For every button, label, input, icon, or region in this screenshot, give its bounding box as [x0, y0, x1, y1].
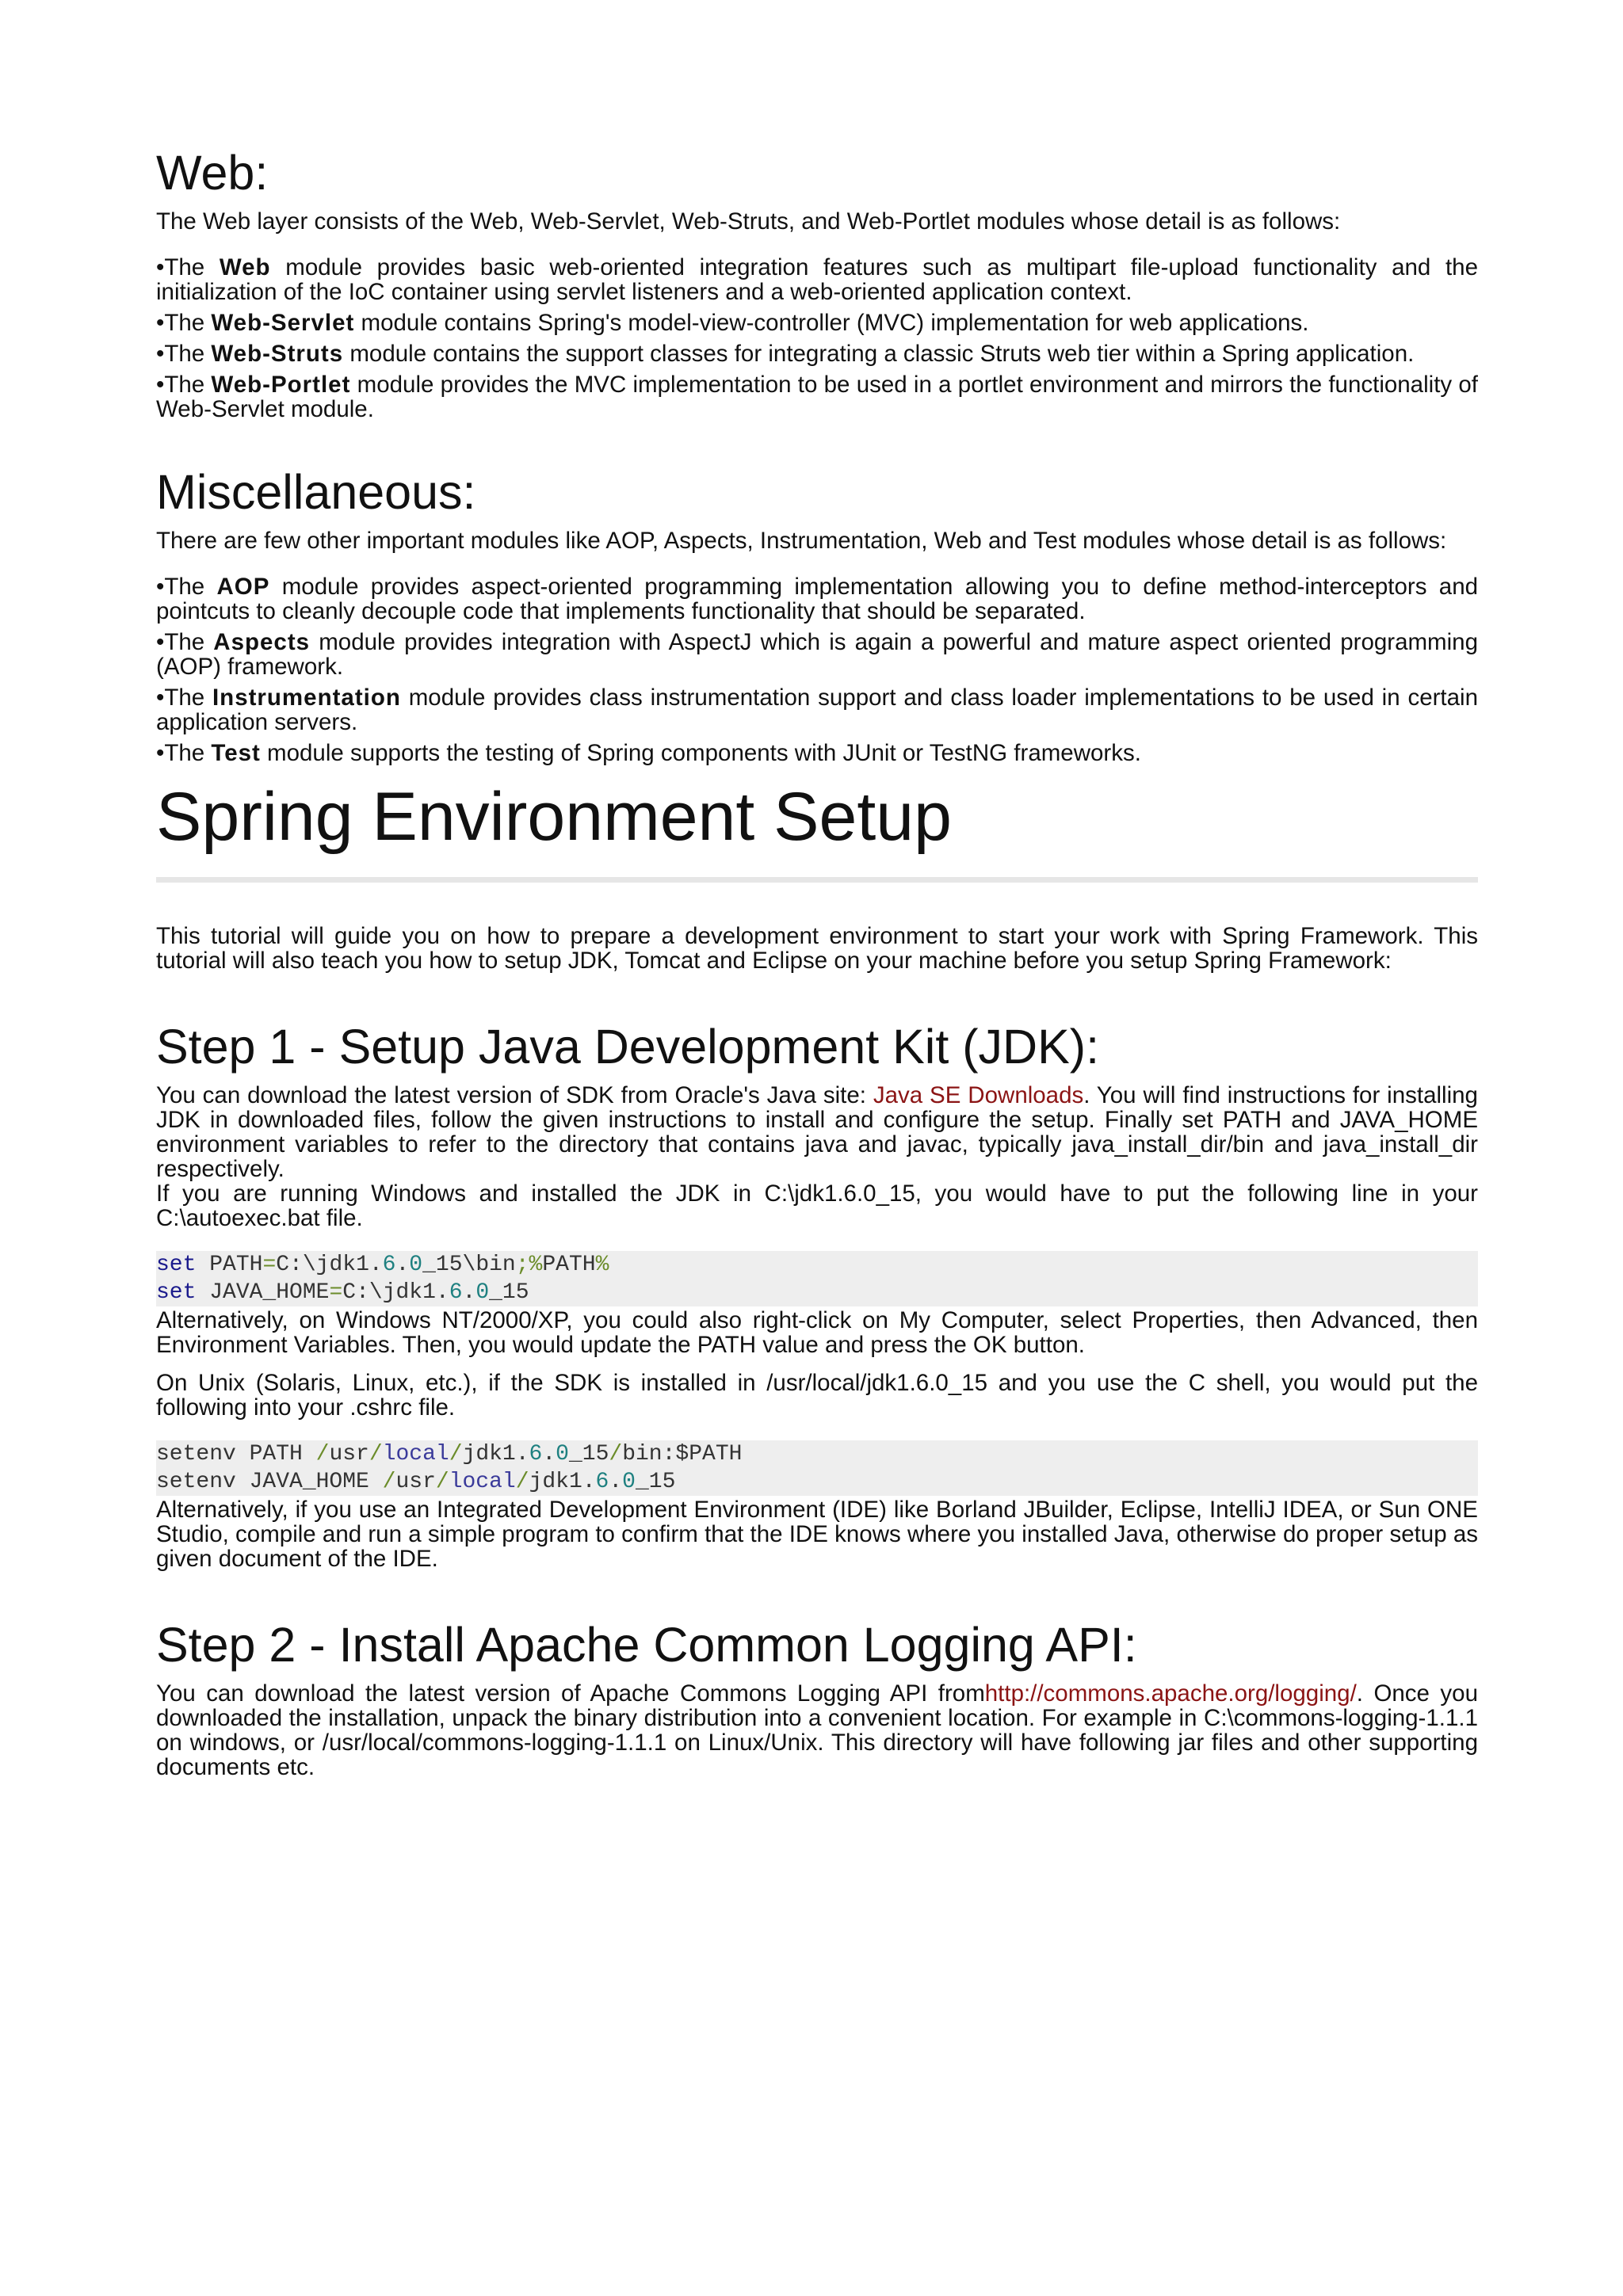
- term-instrumentation: Instrumentation: [212, 685, 401, 711]
- term-web: Web: [219, 254, 271, 281]
- step1-ide-paragraph: Alternatively, if you use an Integrated Development Environment (IDE) like Borland JBuilder, Eclipse, IntelliJ IDEA, or Sun ONE Studio, compile and run a simple program to confirm that the IDE knows where you installed Java, otherwise do proper setup as given document of the IDE.: [156, 1496, 1478, 1572]
- unix-code-block: setenv PATH /usr/local/jdk1.6.0_15/bin:$PATH setenv JAVA_HOME /usr/local/jdk1.6.0_15: [156, 1440, 1478, 1496]
- misc-heading: Miscellaneous:: [156, 465, 476, 520]
- term-aop: AOP: [216, 574, 270, 601]
- term-aspects: Aspects: [213, 629, 311, 656]
- term-web-servlet: Web-Servlet: [211, 310, 355, 337]
- misc-bullet: •The AOP module provides aspect-oriented programming implementation allowing you to define method-interceptors and pointcuts to cleanly decouple code that implements functionality that should be separated.: [156, 574, 1479, 625]
- web-intro: The Web layer consists of the Web, Web-Servlet, Web-Struts, and Web-Portlet modules whose detail is as follows:: [156, 208, 1341, 235]
- step1-paragraph: You can download the latest version of SDK from Oracle's Java site: Java SE Downloads. You will find instructions for installing JDK in downloaded files, follow the given instructions to install and configure the setup. Finally set PATH and JAVA_HOME environment variables to refer to the directory that contains java and javac, typically java_install_dir/bin and java_install_dir respectively.: [156, 1081, 1478, 1182]
- web-bullet: •The Web-Portlet module provides the MVC implementation to be used in a portlet environment and mirrors the functionality of Web-Servlet module.: [156, 372, 1478, 423]
- commons-logging-link[interactable]: http://commons.apache.org/logging/: [984, 1680, 1357, 1707]
- web-bullet: •The Web module provides basic web-oriented integration features such as multipart file-upload functionality and the initialization of the IoC container using servlet listeners and a web-oriented application context.: [156, 254, 1478, 306]
- term-test: Test: [211, 740, 261, 767]
- term-web-struts: Web-Struts: [211, 341, 344, 368]
- step2-heading: Step 2 - Install Apache Common Logging API:: [156, 1617, 1137, 1672]
- title-divider: [156, 877, 1478, 883]
- setup-intro: This tutorial will guide you on how to prepare a development environment to start your work with Spring Framework. This tutorial will also teach you how to setup JDK, Tomcat and Eclipse on your machine before you setup Spring Framework:: [156, 922, 1478, 974]
- term-web-portlet: Web-Portlet: [211, 372, 351, 399]
- web-bullet: •The Web-Servlet module contains Spring's model-view-controller (MVC) implementation for web applications.: [156, 310, 1309, 337]
- misc-intro: There are few other important modules like AOP, Aspects, Instrumentation, Web and Test modules whose detail is as follows:: [156, 528, 1447, 555]
- web-bullet: •The Web-Struts module contains the support classes for integrating a classic Struts web tier within a Spring application.: [156, 341, 1415, 368]
- java-se-downloads-link[interactable]: Java SE Downloads: [873, 1081, 1084, 1108]
- web-heading: Web:: [156, 146, 269, 200]
- misc-bullet: •The Instrumentation module provides class instrumentation support and class loader implementations to be used in certain application servers.: [156, 685, 1478, 736]
- step1-unix-paragraph: On Unix (Solaris, Linux, etc.), if the SDK is installed in /usr/local/jdk1.6.0_15 and you use the C shell, you would put the following into your .cshrc file.: [156, 1369, 1478, 1421]
- step1-windows-paragraph: If you are running Windows and installed the JDK in C:\jdk1.6.0_15, you would have to put the following line in your C:\autoexec.bat file.: [156, 1180, 1478, 1231]
- document-content: [156, 147, 1478, 1779]
- misc-bullet: •The Test module supports the testing of Spring components with JUnit or TestNG frameworks.: [156, 740, 1141, 767]
- misc-bullet: •The Aspects module provides integration with AspectJ which is again a powerful and mature aspect oriented programming (AOP) framework.: [156, 629, 1478, 681]
- step1-heading: Step 1 - Setup Java Development Kit (JDK):: [156, 1019, 1100, 1074]
- step1-alt-paragraph: Alternatively, on Windows NT/2000/XP, you could also right-click on My Computer, select Properties, then Advanced, then Environment Variables. Then, you would update the PATH value and press the OK button.: [156, 1306, 1478, 1358]
- step2-paragraph: You can download the latest version of Apache Commons Logging API fromhttp://commons.apache.org/logging/. Once you downloaded the installation, unpack the binary distribution into a convenient location. For example in C:\commons-logging-1.1.1 on windows, or /usr/local/commons-logging-1.1.1 on Linux/Unix. This directory will have following jar files and other supporting documents etc.: [156, 1680, 1478, 1780]
- windows-code-block: set PATH=C:\jdk1.6.0_15\bin;%PATH% set JAVA_HOME=C:\jdk1.6.0_15: [156, 1251, 1478, 1306]
- chapter-title: Spring Environment Setup: [156, 779, 952, 856]
